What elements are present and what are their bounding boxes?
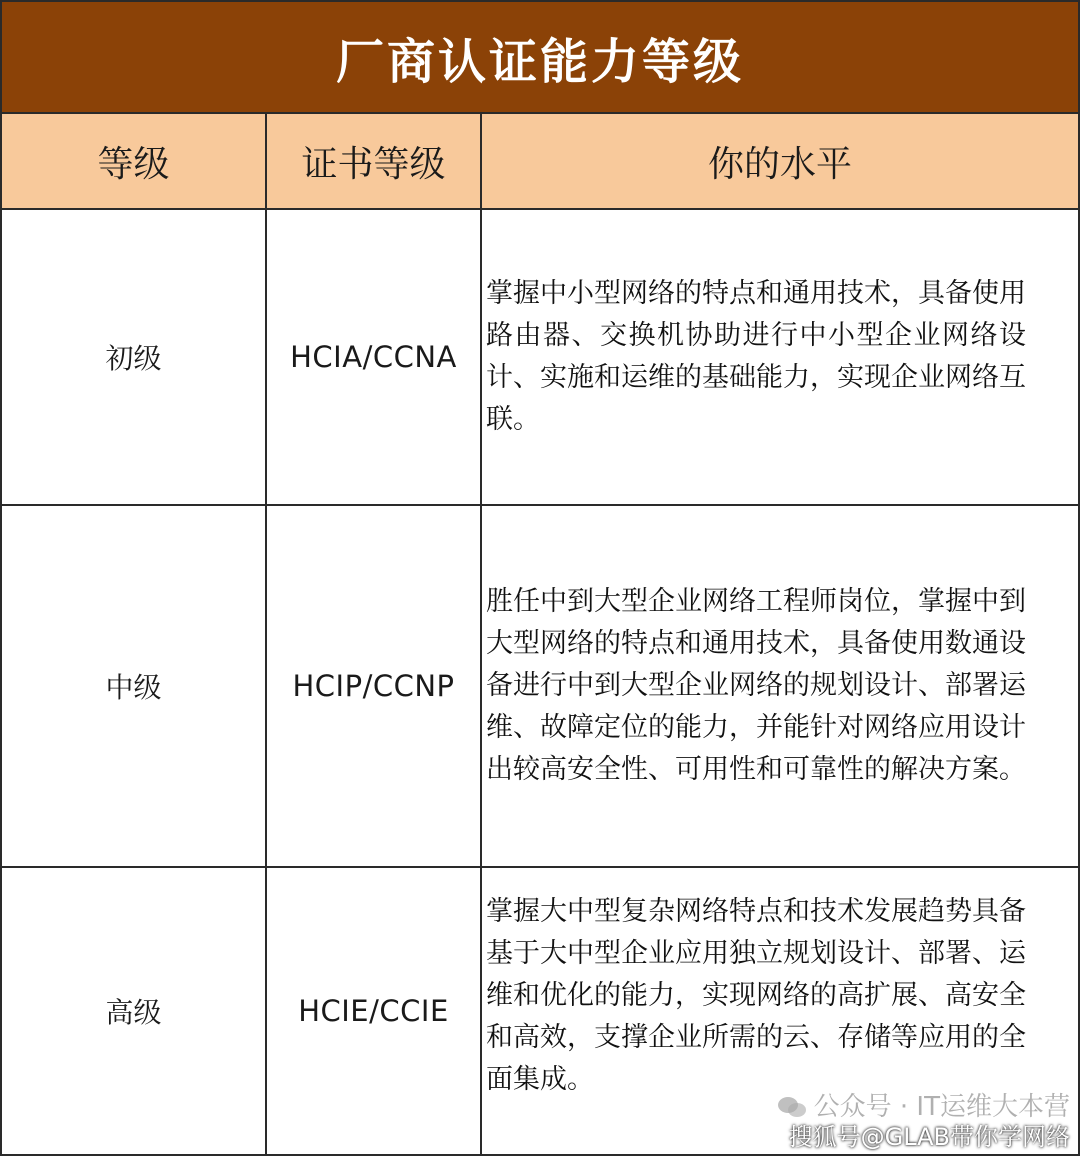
table-title: 厂商认证能力等级 [335, 33, 744, 90]
watermark [776, 1092, 1070, 1152]
row-desc: 掌握中小型网络的特点和通用技术，具备使用路由器、交换机协助进行中小型企业网络设计、实施和运维的基础能力，实现企业网络互联。 [486, 278, 1026, 435]
header-row [2, 114, 1078, 210]
table-row [2, 210, 1078, 506]
row-level: 中级 [2, 506, 267, 866]
watermark-wechat-text: 公众号 · IT运维大本营 [813, 1092, 1070, 1122]
row-level: 高级 [2, 868, 267, 1154]
row-cert: HCIE/CCIE [267, 868, 482, 1154]
row-cert: HCIP/CCNP [267, 506, 482, 866]
row-desc: 胜任中到大型企业网络工程师岗位，掌握中到大型网络的特点和通用技术，具备使用数通设备进行中到大型企业网络的规划设计、部署运维、故障定位的能力，并能针对网络应用设计出较高安全性、可用性和可靠性的解决方案。 [486, 586, 1026, 785]
watermark-line1 [776, 1092, 1070, 1122]
header-skill: 你的水平 [707, 143, 852, 185]
row-cert: HCIA/CCNA [267, 210, 482, 504]
watermark-line2: 搜狐号@GLAB带你学网络 [788, 1123, 1070, 1151]
row-desc-cell [482, 210, 1078, 504]
title-bar [2, 2, 1078, 114]
row-level: 初级 [2, 210, 267, 504]
wechat-icon [776, 1095, 808, 1119]
header-cert: 证书等级 [267, 114, 482, 208]
header-level: 等级 [2, 114, 267, 208]
table-row [2, 506, 1078, 868]
row-desc: 掌握大中型复杂网络特点和技术发展趋势具备基于大中型企业应用独立规划设计、部署、运维和优化的能力，实现网络的高扩展、高安全和高效，支撑企业所需的云、存储等应用的全面集成。 [486, 896, 1026, 1095]
row-desc-cell [482, 506, 1078, 866]
